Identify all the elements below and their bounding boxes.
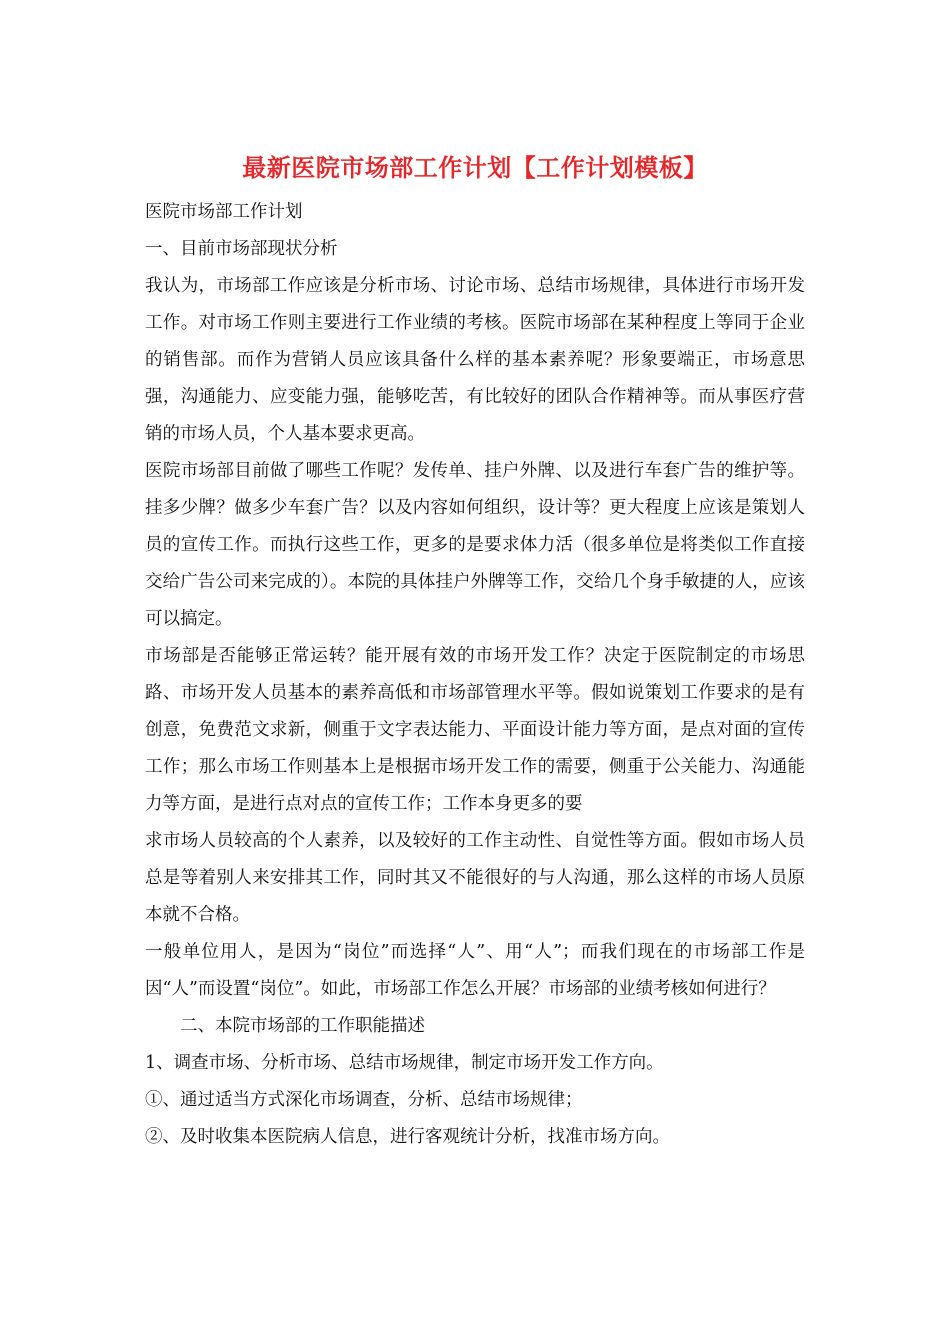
paragraph-heading: 医院市场部工作计划 [145,202,303,222]
document-title: 最新医院市场部工作计划【工作计划模板】 [242,153,708,182]
paragraph: 医院市场部目前做了哪些工作呢？发传单、挂户外牌、以及进行车套广告的维护等。挂多少牌？做多少车套广告？以及内容如何组织，设计等？更大程度上应该是策划人员的宣传工作。而执行这些工作，更多的是要求体力活（很多单位是将类似工作直接交给广告公司来完成的）。本院的具体挂户外牌等工作，交给几个身手敏捷的人，应该可以搞定。 [145,461,805,629]
paragraph: 我认为，市场部工作应该是分析市场、讨论市场、总结市场规律，具体进行市场开发工作。对市场工作则主要进行工作业绩的考核。医院市场部在某种程度上等同于企业的销售部。而作为营销人员应该具备什么样的基本素养呢？形象要端正，市场意思强，沟通能力、应变能力强，能够吃苦，有比较好的团队合作精神等。而从事医疗营销的市场人员，个人基本要求更高。 [145,276,805,444]
document-body [145,194,805,1156]
paragraph: 求市场人员较高的个人素养，以及较好的工作主动性、自觉性等方面。假如市场人员总是等着别人来安排其工作，同时其又不能很好的与人沟通，那么这样的市场人员原本就不合格。 [145,831,805,925]
paragraph: 市场部是否能够正常运转？能开展有效的市场开发工作？决定于医院制定的市场思路、市场开发人员基本的素养高低和市场部管理水平等。假如说策划工作要求的是有创意，免费范文求新，侧重于文字表达能力、平面设计能力等方面，是点对面的宣传工作；那么市场工作则基本上是根据市场开发工作的需要，侧重于公关能力、沟通能力等方面，是进行点对点的宣传工作；工作本身更多的要 [145,646,805,814]
section-heading-2: 二、本院市场部的工作职能描述 [180,1016,425,1036]
paragraph: 一般单位用人，是因为“岗位”而选择“人”、用“人”；而我们现在的市场部工作是因“人”而设置“岗位”。如此，市场部工作怎么开展？市场部的业绩考核如何进行？ [145,942,805,999]
list-item: 1、调查市场、分析市场、总结市场规律，制定市场开发工作方向。 [145,1053,664,1073]
section-heading-1: 一、目前市场部现状分析 [145,239,338,259]
list-item: ①、通过适当方式深化市场调查，分析、总结市场规律； [145,1090,583,1110]
list-item: ②、及时收集本医院病人信息，进行客观统计分析，找准市场方向。 [145,1127,670,1147]
